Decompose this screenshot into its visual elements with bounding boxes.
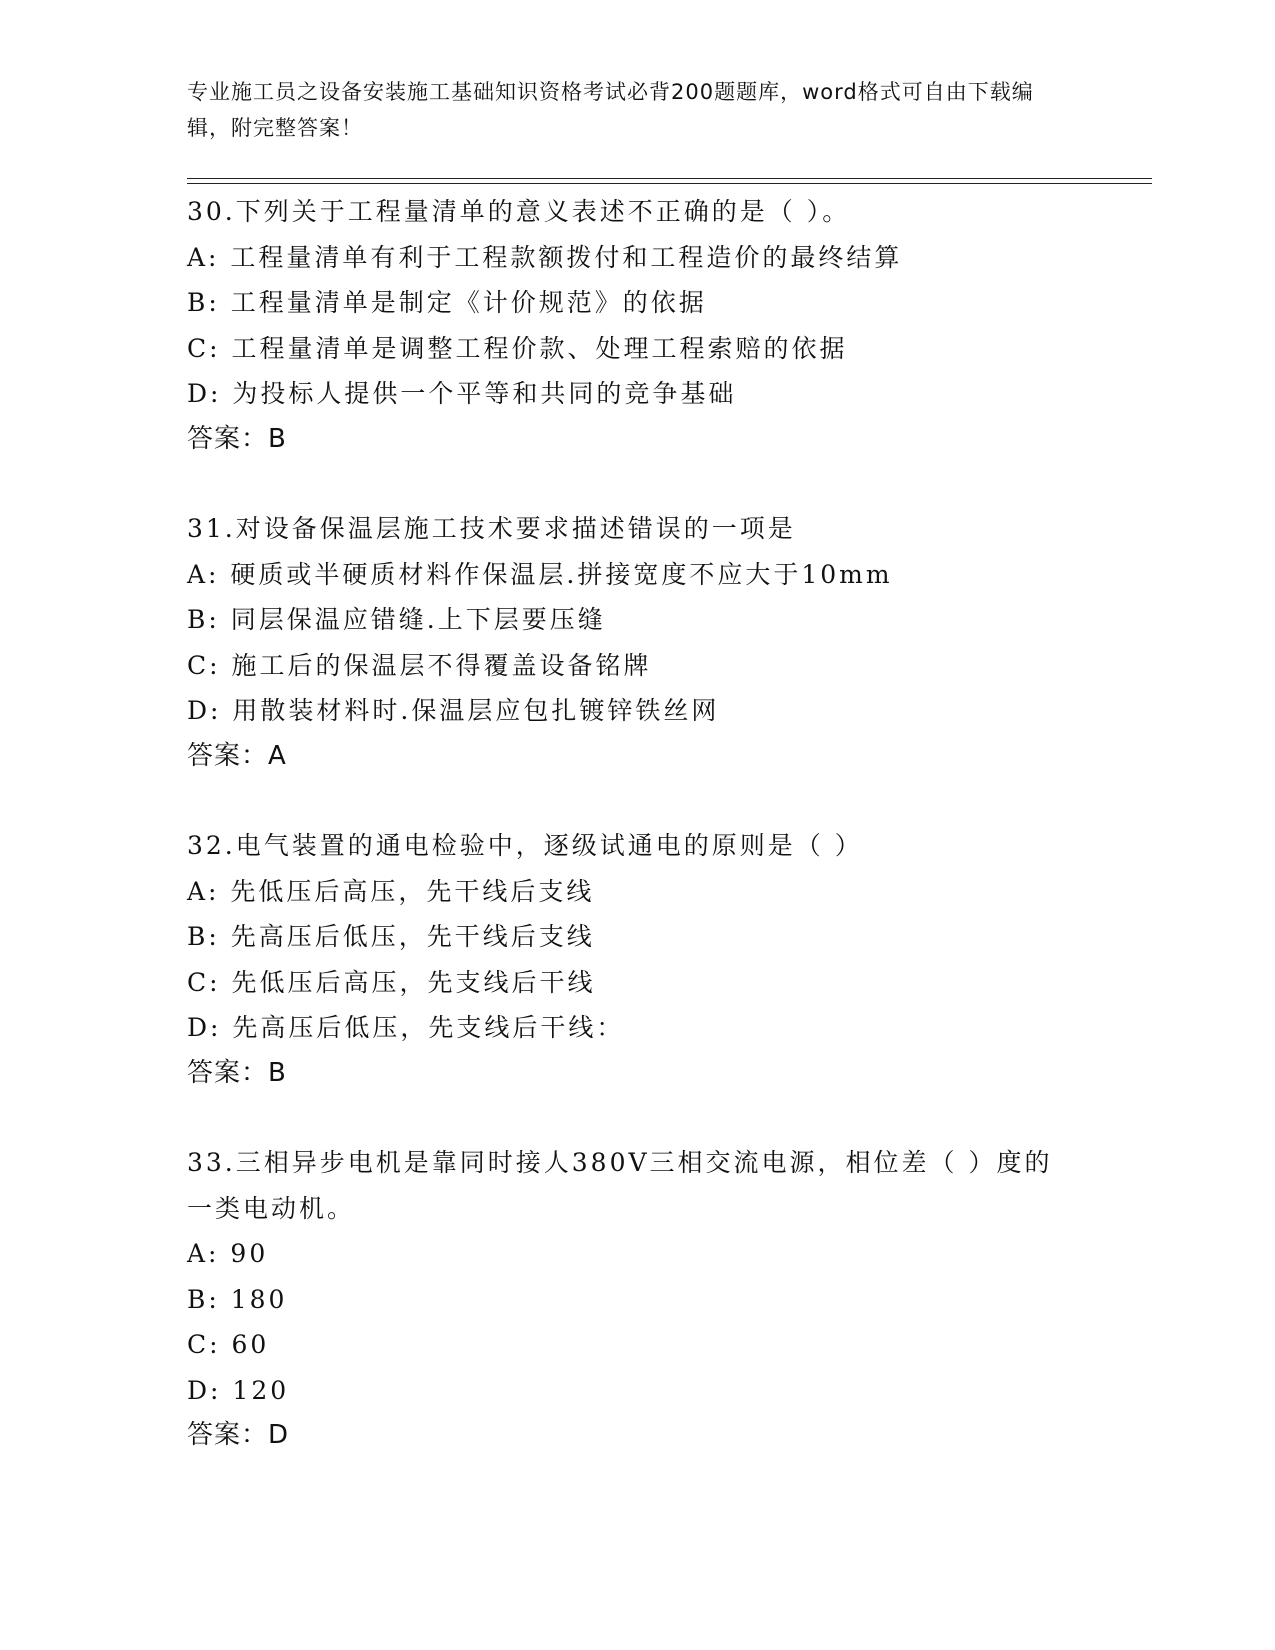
option-c: C: 工程量清单是调整工程价款、处理工程索赔的依据 <box>187 333 848 363</box>
option-d: D: 先高压后低压，先支线后干线： <box>187 1013 625 1042</box>
header-divider-top <box>187 178 1152 179</box>
option-c: C: 施工后的保温层不得覆盖设备铭牌 <box>187 650 652 680</box>
question-30 <box>187 189 1137 462</box>
question-33 <box>187 1140 1137 1459</box>
option-a: A: 工程量清单有利于工程款额拨付和工程造价的最终结算 <box>187 242 903 272</box>
option-b: B: 先高压后低压，先干线后支线 <box>187 922 595 951</box>
option-a: A: 先低压后高压，先干线后支线 <box>187 876 595 906</box>
document-header: 专业施工员之设备安装施工基础知识资格考试必背200题题库，word格式可自由下载编辑，附完整答案！ <box>187 80 1034 140</box>
answer-label: 答案：D <box>187 1420 290 1450</box>
question-stem: 31.对设备保温层施工技术要求描述错误的一项是 <box>187 514 796 543</box>
answer-label: 答案：B <box>187 423 287 454</box>
option-a: A: 90 <box>187 1239 269 1268</box>
option-c: C: 60 <box>187 1330 270 1359</box>
option-b: B: 180 <box>187 1284 288 1314</box>
option-d: D: 为投标人提供一个平等和共同的竞争基础 <box>187 379 737 408</box>
option-d: D: 用散装材料时.保温层应包扎镀锌铁丝网 <box>187 696 720 725</box>
option-b: B: 同层保温应错缝.上下层要压缝 <box>187 605 606 634</box>
question-32 <box>187 823 1137 1096</box>
answer-label: 答案：B <box>187 1057 287 1088</box>
header-divider-bottom <box>187 183 1152 184</box>
question-list <box>187 189 1137 1503</box>
question-stem: 33.三相异步电机是靠同时接人380V三相交流电源，相位差（ ）度的一类电动机。 <box>187 1148 1053 1223</box>
question-31 <box>187 506 1137 779</box>
option-a: A: 硬质或半硬质材料作保温层.拼接宽度不应大于10mm <box>187 559 893 589</box>
question-stem: 30.下列关于工程量清单的意义表述不正确的是（ ）。 <box>187 197 851 226</box>
question-stem: 32.电气装置的通电检验中，逐级试通电的原则是（ ） <box>187 831 863 860</box>
option-c: C: 先低压后高压，先支线后干线 <box>187 967 596 997</box>
option-d: D: 120 <box>187 1375 290 1405</box>
answer-label: 答案：A <box>187 740 287 771</box>
option-b: B: 工程量清单是制定《计价规范》的依据 <box>187 288 707 317</box>
